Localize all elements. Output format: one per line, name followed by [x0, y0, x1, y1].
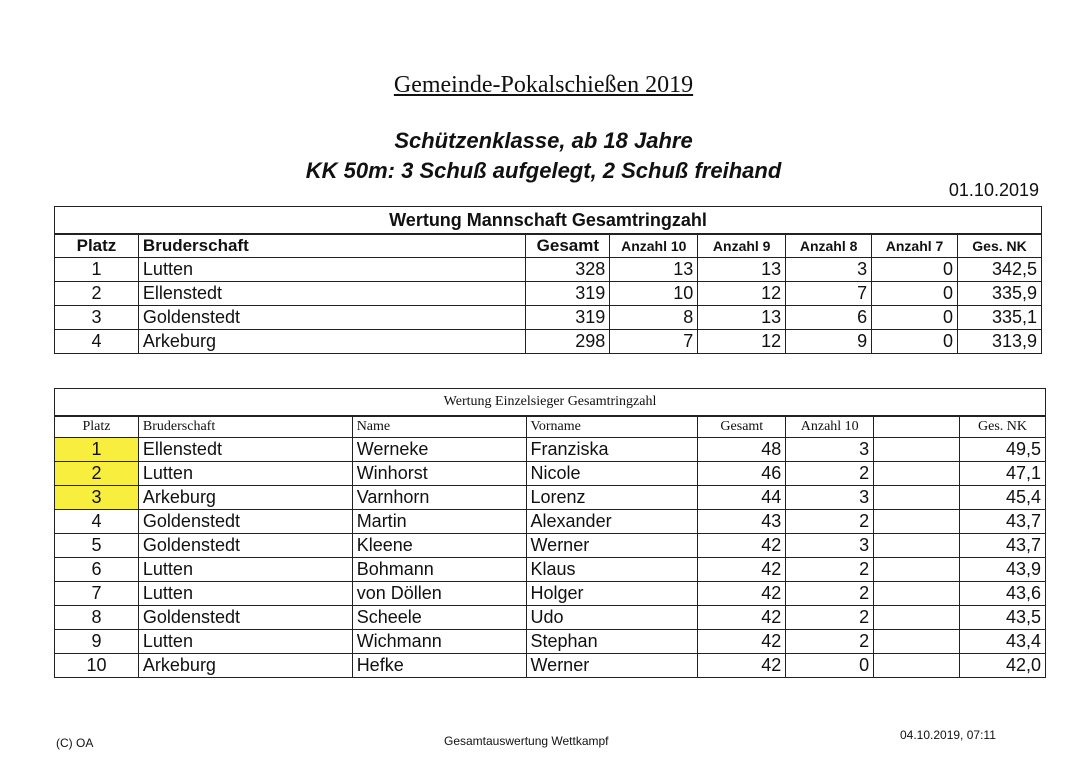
table-cell: 46 [698, 462, 786, 486]
table-row [55, 558, 1046, 582]
header-platz: Platz [55, 234, 139, 258]
table-cell: 42,0 [960, 654, 1046, 678]
table-cell: Goldenstedt [138, 510, 352, 534]
table-cell: 3 [55, 306, 139, 330]
header-platz: Platz [55, 416, 139, 438]
table-cell: 42 [698, 606, 786, 630]
table-cell: 42 [698, 654, 786, 678]
table-cell: 7 [786, 282, 872, 306]
header-vorname: Vorname [526, 416, 698, 438]
header-anzahl-7: Anzahl 7 [872, 234, 958, 258]
table-cell: Hefke [352, 654, 526, 678]
table-cell: 7 [610, 330, 698, 354]
table-cell: Udo [526, 606, 698, 630]
table-cell: 43,4 [960, 630, 1046, 654]
table-row [55, 606, 1046, 630]
header-anzahl-10: Anzahl 10 [786, 416, 874, 438]
table-cell: Goldenstedt [138, 606, 352, 630]
table-cell: Klaus [526, 558, 698, 582]
table-cell: Martin [352, 510, 526, 534]
table-cell: Lutten [138, 582, 352, 606]
table-cell: 1 [55, 258, 139, 282]
table-cell: 319 [526, 306, 610, 330]
header-anzahl-8: Anzahl 8 [786, 234, 872, 258]
table-cell: Ellenstedt [138, 282, 525, 306]
table-cell: Alexander [526, 510, 698, 534]
table-cell: Ellenstedt [138, 438, 352, 462]
table-row [55, 438, 1046, 462]
table-cell [874, 462, 960, 486]
table-cell: 43,6 [960, 582, 1046, 606]
table-cell: 0 [786, 654, 874, 678]
table-cell: 9 [55, 630, 139, 654]
table-cell: Goldenstedt [138, 306, 525, 330]
table-cell: Arkeburg [138, 654, 352, 678]
table-cell: 335,9 [958, 282, 1042, 306]
table-cell: 43,7 [960, 534, 1046, 558]
table-cell: Holger [526, 582, 698, 606]
table-cell: Nicole [526, 462, 698, 486]
table-cell: 3 [786, 438, 874, 462]
table-cell: 2 [786, 630, 874, 654]
document-title-text: Gemeinde-Pokalschießen 2019 [393, 72, 694, 98]
table-cell: 44 [698, 486, 786, 510]
table-cell: 0 [872, 306, 958, 330]
table-cell: 0 [872, 282, 958, 306]
individual-header-row [55, 416, 1046, 438]
table-row [55, 330, 1042, 354]
header-gesamt: Gesamt [526, 234, 610, 258]
table-cell: 6 [55, 558, 139, 582]
table-cell: 2 [786, 606, 874, 630]
table-cell: Varnhorn [352, 486, 526, 510]
table-cell: 43 [698, 510, 786, 534]
table-cell: 3 [55, 486, 139, 510]
table-cell: Lutten [138, 258, 525, 282]
team-ranking-table [54, 206, 1042, 354]
table-cell: 43,7 [960, 510, 1046, 534]
header-bruderschaft: Bruderschaft [138, 234, 525, 258]
table-cell: 42 [698, 630, 786, 654]
team-header-row [55, 234, 1042, 258]
table-cell: 319 [526, 282, 610, 306]
class-subtitle: Schützenklasse, ab 18 Jahre [394, 128, 693, 153]
table-cell: 3 [786, 486, 874, 510]
table-cell: Stephan [526, 630, 698, 654]
table-cell: 2 [786, 558, 874, 582]
table-cell: 0 [872, 258, 958, 282]
table-cell: Werner [526, 534, 698, 558]
table-cell: Lorenz [526, 486, 698, 510]
table-cell: Lutten [138, 462, 352, 486]
table-cell: 8 [55, 606, 139, 630]
table-cell: 42 [698, 582, 786, 606]
table-cell: 9 [786, 330, 872, 354]
table-cell: 8 [610, 306, 698, 330]
table-cell: 328 [526, 258, 610, 282]
table-cell: Bohmann [352, 558, 526, 582]
table-cell: 5 [55, 534, 139, 558]
table-cell: 10 [55, 654, 139, 678]
table-cell: Arkeburg [138, 330, 525, 354]
table-cell: Lutten [138, 558, 352, 582]
table-cell: 12 [698, 282, 786, 306]
table-cell [874, 654, 960, 678]
table-cell: 2 [786, 462, 874, 486]
header-bruderschaft: Bruderschaft [138, 416, 352, 438]
header-ges-nk: Ges. NK [960, 416, 1046, 438]
table-cell [874, 630, 960, 654]
table-cell: 43,9 [960, 558, 1046, 582]
table-row [55, 282, 1042, 306]
table-cell: 2 [786, 510, 874, 534]
table-row [55, 462, 1046, 486]
table-cell: Werneke [352, 438, 526, 462]
document-title [0, 72, 1087, 99]
table-cell: 2 [55, 462, 139, 486]
table-cell: Kleene [352, 534, 526, 558]
header-ges-nk: Ges. NK [958, 234, 1042, 258]
table-cell [874, 534, 960, 558]
table-cell: 45,4 [960, 486, 1046, 510]
table-cell: 13 [610, 258, 698, 282]
table-cell: Wichmann [352, 630, 526, 654]
table-cell: 10 [610, 282, 698, 306]
table-cell: 42 [698, 558, 786, 582]
discipline-subtitle: KK 50m: 3 Schuß aufgelegt, 2 Schuß freihand [305, 158, 782, 183]
table-cell: Arkeburg [138, 486, 352, 510]
header-empty [874, 416, 960, 438]
table-cell: 42 [698, 534, 786, 558]
header-anzahl-9: Anzahl 9 [698, 234, 786, 258]
table-cell: 48 [698, 438, 786, 462]
table-row [55, 654, 1046, 678]
table-row [55, 510, 1046, 534]
table-row [55, 582, 1046, 606]
table-cell: 43,5 [960, 606, 1046, 630]
table-cell: 2 [786, 582, 874, 606]
table-cell: 3 [786, 258, 872, 282]
table-cell: 49,5 [960, 438, 1046, 462]
table-cell [874, 438, 960, 462]
table-cell: 7 [55, 582, 139, 606]
table-cell: 313,9 [958, 330, 1042, 354]
team-table-caption: Wertung Mannschaft Gesamtringzahl [55, 207, 1042, 235]
individual-table-caption: Wertung Einzelsieger Gesamtringzahl [55, 389, 1046, 417]
table-cell: 342,5 [958, 258, 1042, 282]
table-cell: 1 [55, 438, 139, 462]
table-cell: 3 [786, 534, 874, 558]
individual-ranking-table [54, 388, 1046, 678]
table-cell: Franziska [526, 438, 698, 462]
table-cell: 4 [55, 510, 139, 534]
table-cell: Werner [526, 654, 698, 678]
table-cell: 13 [698, 306, 786, 330]
header-anzahl-10: Anzahl 10 [610, 234, 698, 258]
table-cell: Winhorst [352, 462, 526, 486]
footer-timestamp: 04.10.2019, 07:11 [900, 728, 996, 742]
table-row [55, 534, 1046, 558]
table-row [55, 306, 1042, 330]
document-date: 01.10.2019 [948, 180, 1039, 200]
table-cell: 298 [526, 330, 610, 354]
table-cell [874, 510, 960, 534]
table-cell: 13 [698, 258, 786, 282]
table-cell [874, 558, 960, 582]
table-row [55, 486, 1046, 510]
table-cell [874, 486, 960, 510]
header-gesamt: Gesamt [698, 416, 786, 438]
table-cell: 335,1 [958, 306, 1042, 330]
table-cell: 6 [786, 306, 872, 330]
table-cell: Lutten [138, 630, 352, 654]
table-cell: 0 [872, 330, 958, 354]
table-row [55, 630, 1046, 654]
table-cell: 47,1 [960, 462, 1046, 486]
footer-copyright: (C) OA [56, 736, 94, 750]
table-cell [874, 606, 960, 630]
table-cell: von Döllen [352, 582, 526, 606]
footer-report-name: Gesamtauswertung Wettkampf [444, 734, 609, 748]
table-cell: Goldenstedt [138, 534, 352, 558]
table-row [55, 258, 1042, 282]
table-cell [874, 582, 960, 606]
table-cell: 4 [55, 330, 139, 354]
header-name: Name [352, 416, 526, 438]
table-cell: Scheele [352, 606, 526, 630]
table-cell: 2 [55, 282, 139, 306]
table-cell: 12 [698, 330, 786, 354]
